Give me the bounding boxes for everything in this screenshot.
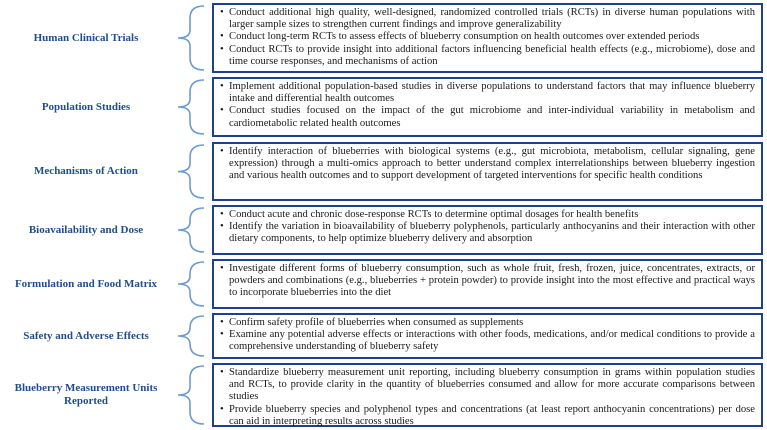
category-label: Bioavailability and Dose [28, 223, 144, 236]
recommendation-row [0, 313, 767, 359]
recommendation-box [212, 363, 763, 427]
curly-brace-icon [172, 77, 208, 137]
recommendation-item: • Standardize blueberry measurement unit reporting, including blueberry consumption in grams within population studies and RCTs, to provide clarity in the quantity of blueberries consumed and allow for more accurate comparisons between studies [220, 367, 755, 404]
recommendation-box [212, 77, 763, 137]
recommendation-list [220, 81, 755, 130]
category-label: Blueberry Measurement Units Reported [14, 382, 158, 407]
curly-brace-icon [172, 3, 208, 73]
recommendation-item: • Examine any potential adverse effects or interactions with other foods, medications, and/or medical conditions to provide a comprehensive understanding of blueberry safety [220, 329, 755, 353]
recommendation-item: • Conduct RCTs to provide insight into additional factors influencing beneficial health effects (e.g., microbiome), dose and time course responses, and mechanisms of action [220, 44, 755, 68]
curly-brace-icon [172, 205, 208, 255]
recommendation-item: • Conduct acute and chronic dose-response RCTs to determine optimal dosages for health benefits [220, 209, 755, 221]
recommendation-list [220, 367, 755, 428]
category-label: Safety and Adverse Effects [23, 329, 149, 342]
category-label: Mechanisms of Action [34, 165, 138, 177]
recommendation-item: • Conduct long-term RCTs to assess effects of blueberry consumption on health outcomes over extended periods [220, 31, 755, 43]
recommendation-list [220, 7, 755, 68]
recommendation-item: • Investigate different forms of blueberry consumption, such as whole fruit, fresh, frozen, juice, concentrates, extracts, or powders and combinations (e.g., blueberries + protein powder) to provide insight into the most effective and practical ways to incorporate blueberries into the diet [220, 263, 755, 300]
recommendation-item: • Implement additional population-based studies in diverse populations to understand factors that may influence blueberry intake and differential health outcomes [220, 81, 755, 105]
curly-brace-icon [172, 313, 208, 359]
curly-brace-icon [172, 142, 208, 201]
category-label: Human Clinical Trials [33, 31, 139, 44]
recommendation-row [0, 363, 767, 427]
recommendation-list [220, 209, 755, 246]
recommendation-box [212, 3, 763, 73]
recommendation-row [0, 259, 767, 309]
recommendation-list [220, 146, 755, 183]
recommendation-item: • Identify the variation in bioavailability of blueberry polyphenols, particularly anthocyanins and their interaction with other dietary components, to help optimize blueberry delivery and absorption [220, 221, 755, 245]
recommendation-box [212, 313, 763, 359]
curly-brace-icon [172, 363, 208, 427]
recommendation-list [220, 263, 755, 300]
recommendation-item: • Identify interaction of blueberries with biological systems (e.g., gut microbiota, metabolism, cellular signaling, gene expression) through a multi-omics approach to better understand complex interrelationships between blueberry ingestion and various health outcomes and to support development of targeted interventions for specific health conditions [220, 146, 755, 183]
recommendation-row [0, 3, 767, 73]
category-label: Formulation and Food Matrix [14, 277, 158, 290]
recommendation-row [0, 77, 767, 137]
recommendation-item: • Provide blueberry species and polyphenol types and concentrations (at least report anthocyanin concentrations) per dose can aid in interpreting results across studies [220, 404, 755, 428]
recommendation-box [212, 259, 763, 309]
recommendation-item: • Conduct additional high quality, well-designed, randomized controlled trials (RCTs) in diverse human populations with larger sample sizes to strengthen current findings and improve generalizability [220, 7, 755, 31]
recommendation-row [0, 142, 767, 201]
recommendation-box [212, 142, 763, 201]
curly-brace-icon [172, 259, 208, 309]
recommendation-item: • Conduct studies focused on the impact of the gut microbiome and inter-individual variability in metabolism and cardiometabolic related health outcomes [220, 105, 755, 129]
recommendation-row [0, 205, 767, 255]
recommendation-box [212, 205, 763, 255]
recommendation-item: • Confirm safety profile of blueberries when consumed as supplements [220, 317, 755, 329]
category-label: Population Studies [41, 100, 131, 113]
recommendation-list [220, 317, 755, 354]
